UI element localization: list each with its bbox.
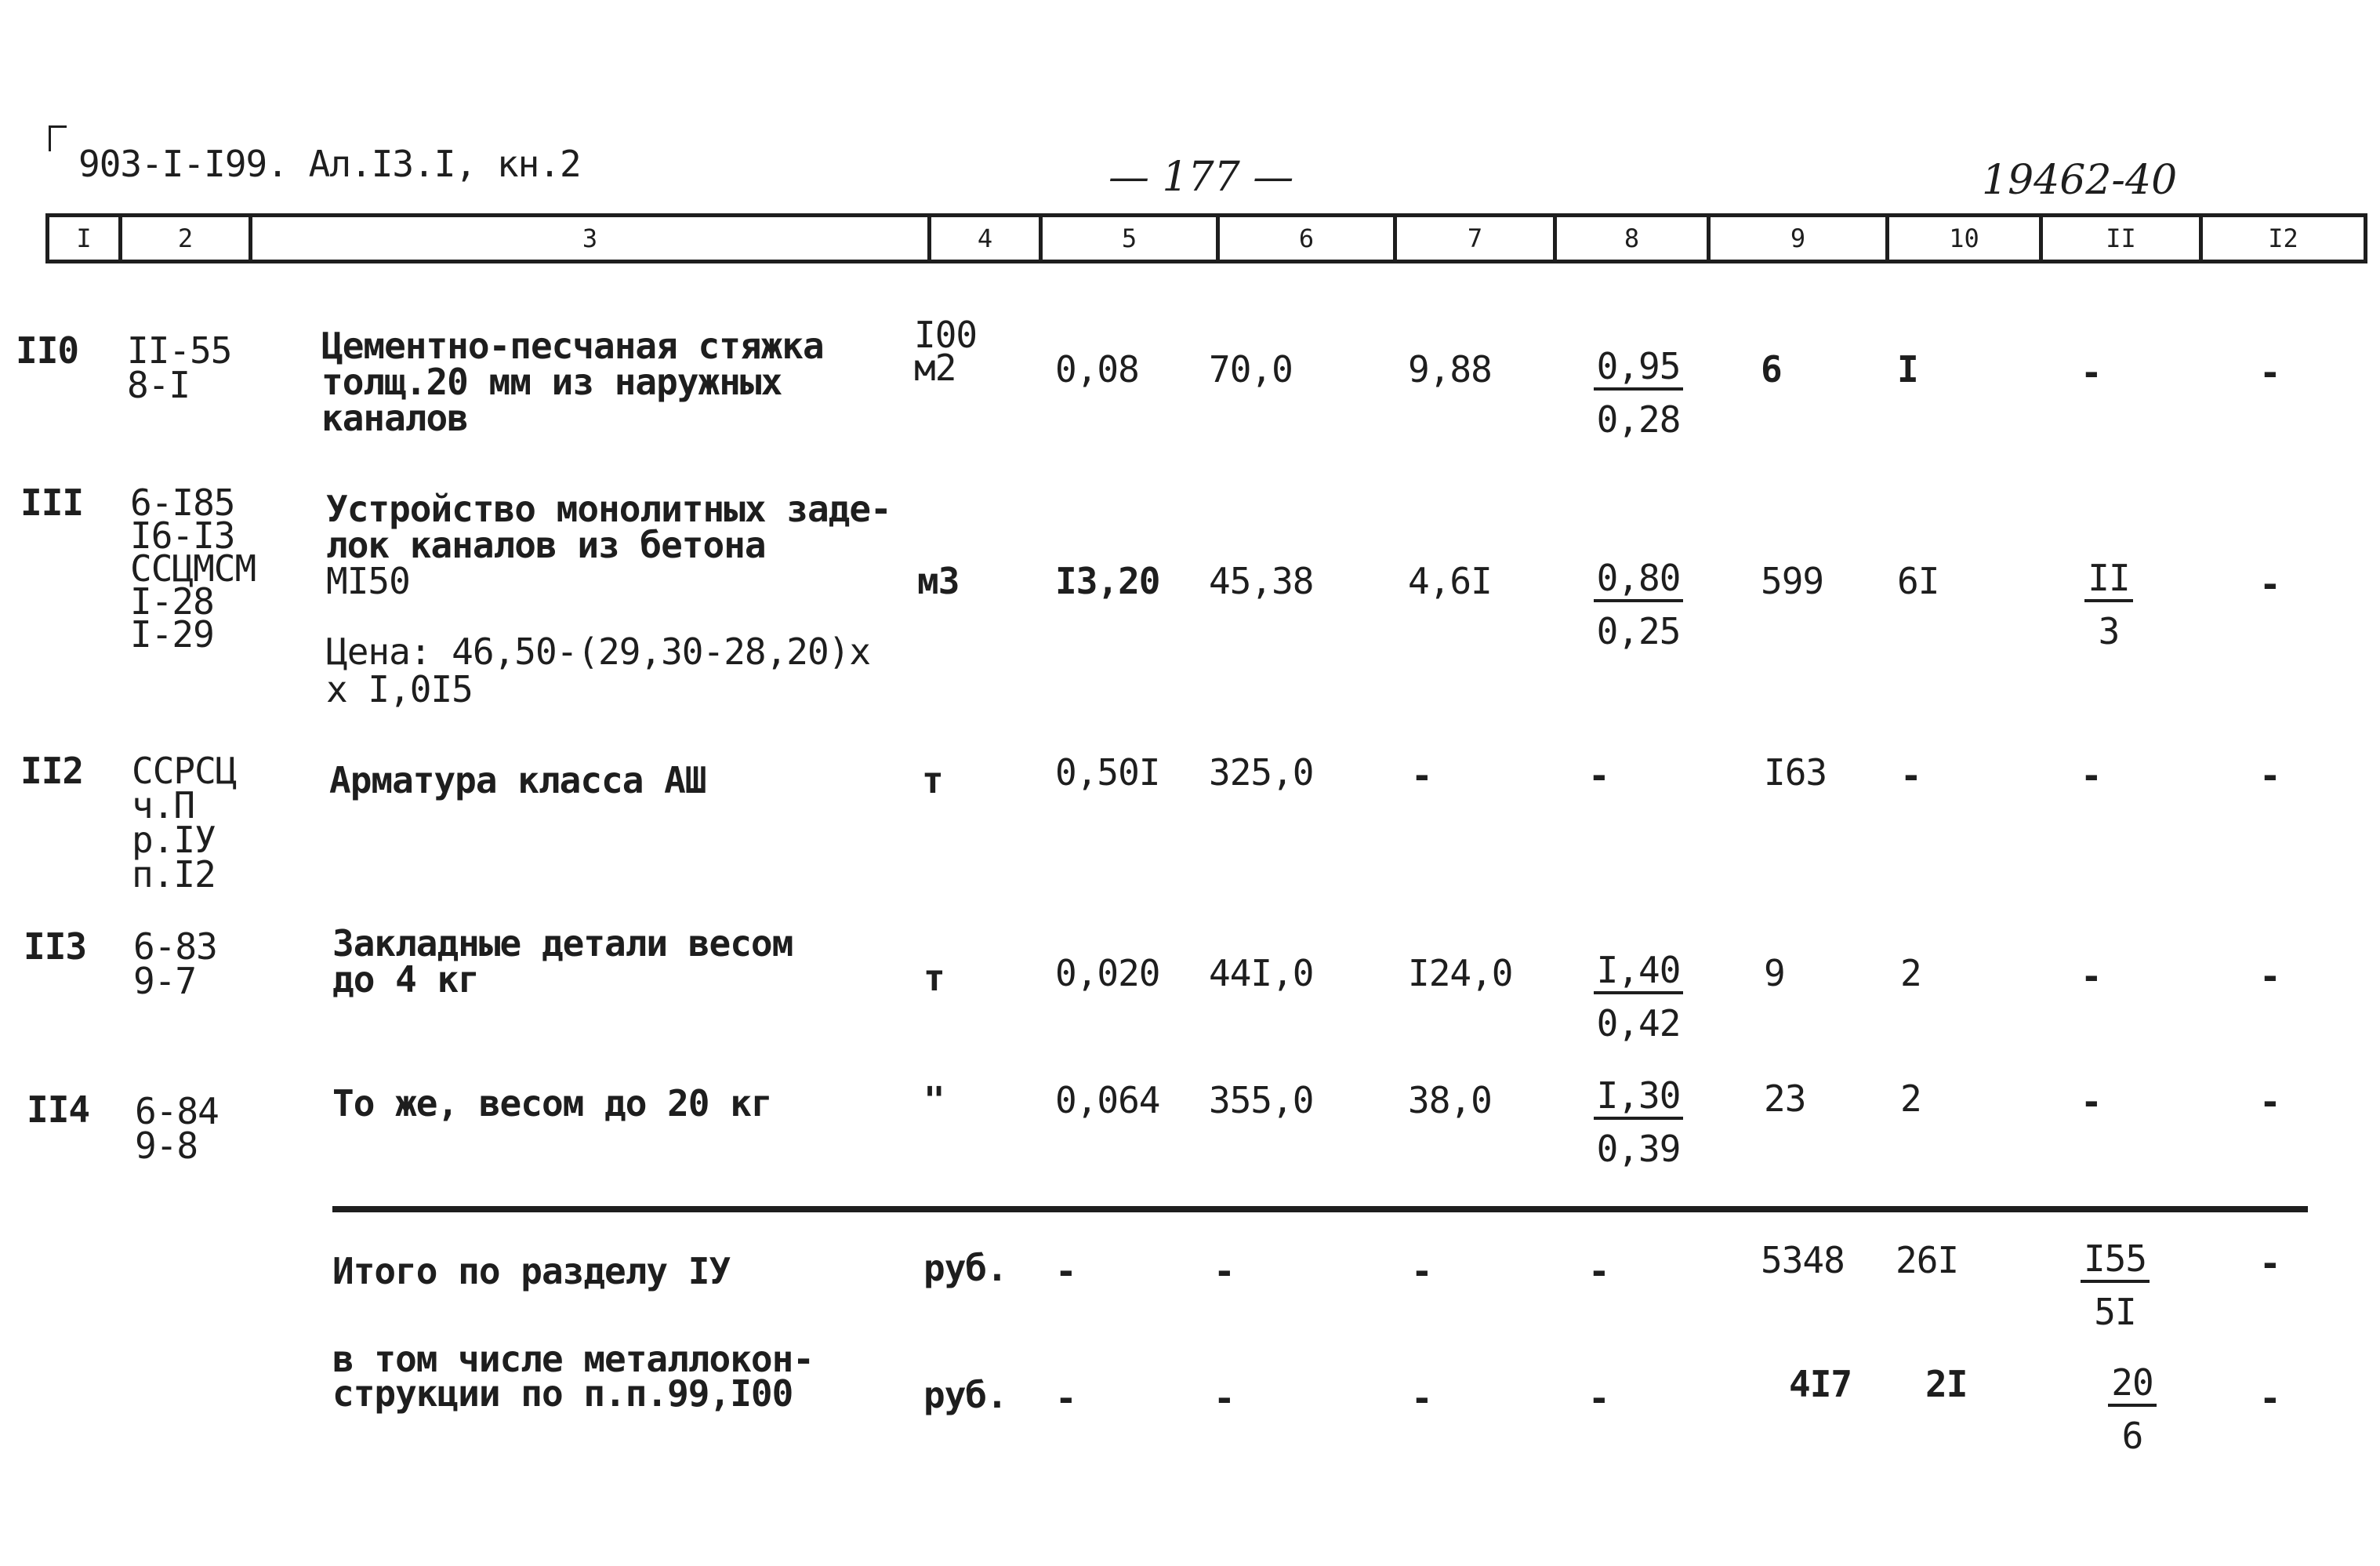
total-value: -: [1214, 1250, 1235, 1292]
row-fraction: [2062, 557, 2156, 652]
row-code: ССЦМСМ: [130, 547, 256, 590]
row-value: 0,064: [1055, 1079, 1160, 1121]
row-unit: т: [922, 759, 943, 801]
column-number-bar: [45, 213, 2367, 263]
row-description: лок каналов из бетона: [326, 524, 766, 566]
total-value: 5348: [1761, 1239, 1845, 1281]
row-value: 0,50I: [1055, 751, 1160, 794]
fraction-numerator: II: [2084, 560, 2132, 602]
total-value: -: [1588, 1377, 1610, 1419]
document-code: 903-I-I99. Ал.I3.I, кн.2: [78, 143, 581, 185]
column-number: 10: [1885, 217, 2039, 260]
row-value: -: [2259, 1081, 2281, 1123]
row-value: -: [1900, 754, 1922, 797]
row-value: 45,38: [1209, 560, 1314, 602]
row-value: 599: [1761, 560, 1824, 602]
page-number: — 177 —: [1108, 154, 1294, 201]
row-unit: м2: [914, 347, 956, 389]
column-number: 7: [1393, 217, 1553, 260]
row-description: Цементно-песчаная стяжка: [321, 325, 824, 367]
row-value: -: [1588, 754, 1610, 797]
total-fraction: [2077, 1361, 2187, 1457]
fraction-denominator: 5I: [2094, 1291, 2136, 1333]
row-code: п.I2: [132, 853, 216, 896]
row-description: Арматура класса АШ: [329, 759, 706, 801]
fraction-denominator: 0,28: [1596, 398, 1681, 441]
row-code: 8-I: [127, 364, 190, 406]
row-fraction: [1576, 1074, 1701, 1170]
fraction-numerator: 20: [2108, 1364, 2156, 1407]
row-code: р.IУ: [132, 819, 216, 861]
row-value: -: [2081, 754, 2102, 797]
total-value: 2I: [1925, 1363, 1968, 1405]
row-code: 6-84: [135, 1090, 219, 1132]
row-value: 44I,0: [1209, 952, 1314, 994]
row-description: МI50: [326, 560, 410, 602]
row-code: 9-7: [133, 960, 197, 1002]
column-number: I2: [2199, 217, 2364, 260]
total-value: -: [1411, 1377, 1433, 1419]
row-value: -: [2259, 351, 2281, 394]
row-value: 6I: [1897, 560, 1939, 602]
total-value: -: [1214, 1377, 1235, 1419]
column-number: 3: [249, 217, 927, 260]
row-value: 9: [1764, 952, 1785, 994]
row-value: 6: [1761, 348, 1782, 391]
fraction-numerator: I,30: [1594, 1077, 1684, 1120]
total-unit: руб.: [923, 1247, 1007, 1289]
row-code: I6-I3: [130, 514, 235, 557]
row-value: -: [2081, 1081, 2102, 1123]
row-description: Закладные детали весом: [332, 922, 793, 965]
fraction-numerator: I55: [2081, 1241, 2150, 1283]
row-description: толщ.20 мм из наружных: [321, 361, 782, 403]
row-fraction: [1576, 949, 1701, 1045]
row-code: 9-8: [135, 1125, 198, 1167]
fraction-numerator: 0,80: [1594, 560, 1684, 602]
row-value: -: [2081, 351, 2102, 394]
row-value: 23: [1764, 1077, 1806, 1120]
row-unit: т: [923, 957, 945, 999]
total-fraction: [2060, 1237, 2170, 1333]
row-code: I-29: [130, 613, 214, 656]
row-number: II3: [24, 925, 87, 968]
totals-separator: [332, 1206, 2308, 1212]
row-number: II0: [16, 329, 79, 372]
fraction-denominator: 0,25: [1596, 610, 1681, 652]
column-number: 6: [1216, 217, 1393, 260]
row-fraction: [1576, 557, 1701, 652]
fraction-denominator: 0,39: [1596, 1128, 1681, 1170]
row-number: III: [20, 481, 84, 524]
row-number: II2: [20, 750, 84, 792]
row-description: Устройство монолитных заде-: [326, 488, 891, 530]
corner-mark: [49, 125, 67, 151]
total-value: 4I7: [1789, 1363, 1852, 1405]
total-description: струкции по п.п.99,I00: [332, 1372, 793, 1415]
fraction-numerator: I,40: [1594, 952, 1684, 994]
row-value: -: [2081, 955, 2102, 997]
price-note: Цена: 46,50-(29,30-28,20)x: [326, 630, 871, 673]
row-value: -: [1411, 754, 1433, 797]
price-note: x I,0I5: [326, 668, 473, 710]
row-value: I3,20: [1055, 560, 1160, 602]
total-description: в том числе металлокон-: [332, 1338, 814, 1380]
row-unit: м3: [917, 560, 960, 602]
row-code: ч.П: [132, 784, 195, 827]
total-value: 26I: [1896, 1239, 1959, 1281]
fraction-denominator: 3: [2098, 610, 2120, 652]
total-unit: руб.: [923, 1374, 1007, 1416]
fraction-denominator: 6: [2121, 1415, 2143, 1457]
row-value: I: [1897, 348, 1918, 391]
total-value: -: [2259, 1242, 2281, 1284]
row-value: -: [2259, 955, 2281, 997]
row-value: 325,0: [1209, 751, 1314, 794]
row-value: 2: [1900, 1077, 1921, 1120]
row-code: 6-I85: [130, 481, 235, 524]
fraction-denominator: 0,42: [1596, 1002, 1681, 1045]
row-value: 2: [1900, 952, 1921, 994]
column-number: I: [76, 223, 92, 253]
row-value: 4,6I: [1408, 560, 1492, 602]
row-fraction: [1576, 345, 1701, 441]
row-value: 0,020: [1055, 952, 1160, 994]
column-number: 2: [118, 217, 249, 260]
total-value: -: [1588, 1250, 1610, 1292]
row-value: 0,08: [1055, 348, 1139, 391]
column-number: II: [2039, 217, 2199, 260]
column-number: 9: [1707, 217, 1885, 260]
total-description: Итого по разделу IУ: [332, 1250, 731, 1292]
total-value: -: [2259, 1377, 2281, 1419]
row-unit: ": [923, 1079, 945, 1121]
row-value: 355,0: [1209, 1079, 1314, 1121]
row-description: каналов: [321, 397, 468, 439]
row-value: -: [2259, 754, 2281, 797]
inventory-number: 19462-40: [1982, 157, 2178, 204]
row-description: до 4 кг: [332, 958, 479, 1001]
total-value: -: [1411, 1250, 1433, 1292]
row-value: I24,0: [1408, 952, 1513, 994]
row-value: I63: [1764, 751, 1827, 794]
row-code: II-55: [127, 329, 232, 372]
row-code: I-28: [130, 580, 214, 623]
row-description: То же, весом до 20 кг: [332, 1082, 772, 1125]
total-value: -: [1055, 1250, 1077, 1292]
column-number: 5: [1039, 217, 1216, 260]
row-value: 38,0: [1408, 1079, 1492, 1121]
row-value: 9,88: [1408, 348, 1492, 391]
fraction-numerator: 0,95: [1594, 348, 1684, 391]
column-number: 4: [927, 217, 1039, 260]
row-value: -: [2259, 563, 2281, 605]
total-value: -: [1055, 1377, 1077, 1419]
column-number: 8: [1553, 217, 1707, 260]
row-code: 6-83: [133, 925, 217, 968]
row-value: 70,0: [1209, 348, 1293, 391]
row-number: II4: [27, 1088, 90, 1131]
row-unit: I00: [914, 314, 978, 356]
row-code: ССРСЦ: [132, 750, 237, 792]
